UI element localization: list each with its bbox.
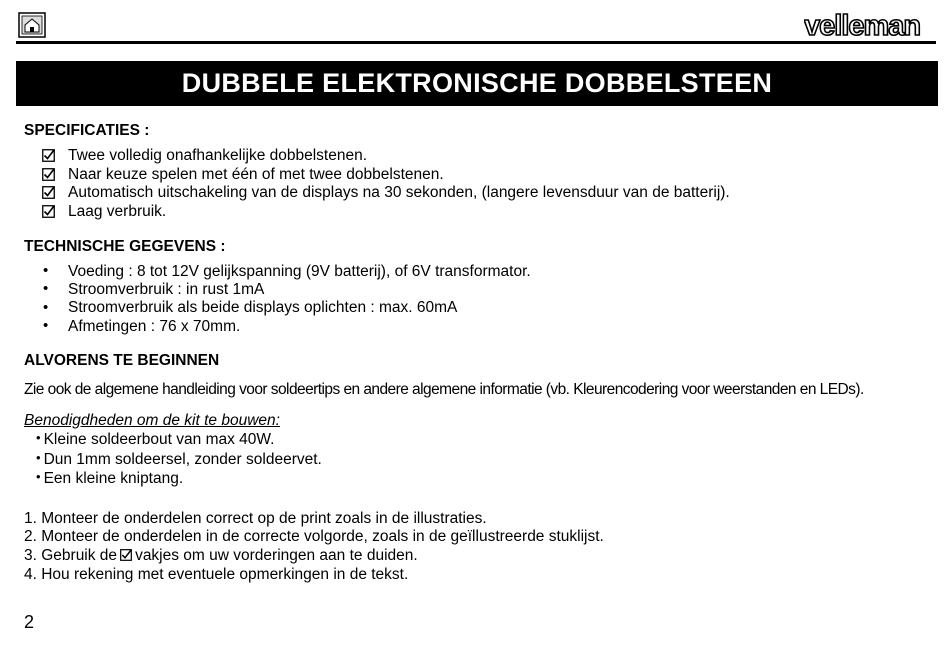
specifications-heading: SPECIFICATIES :	[24, 122, 150, 139]
tech-item: Voeding : 8 tot 12V gelijkspanning (9V batterij), of 6V transformator.	[68, 263, 531, 280]
step-item: 3. Gebruik de vakjes om uw vorderingen aan te duiden.	[24, 547, 418, 564]
intro-paragraph: Zie ook de algemene handleiding voor soldeertips en andere algemene informatie (vb. Kleurencodering voor weerstanden en LEDs).	[24, 381, 864, 398]
checkbox-icon	[42, 149, 55, 162]
before-heading: ALVORENS TE BEGINNEN	[24, 352, 220, 369]
bullet: •	[43, 299, 49, 316]
brand-logo	[804, 10, 936, 40]
checkbox-icon	[42, 186, 55, 199]
home-icon	[18, 12, 46, 38]
page-number: 2	[24, 612, 35, 632]
checkbox-icon	[120, 549, 132, 561]
svg-text:velleman: velleman	[804, 10, 921, 40]
title-bar	[16, 61, 938, 106]
bullet: •	[43, 317, 49, 334]
checkbox-icon	[42, 205, 55, 218]
requirement-item: • Een kleine kniptang.	[36, 469, 184, 487]
requirement-item: • Kleine soldeerbout van max 40W.	[36, 430, 275, 448]
page-title: DUBBELE ELEKTRONISCHE DOBBELSTEEN	[181, 68, 773, 98]
requirements-title: Benodigdheden om de kit te bouwen:	[24, 412, 280, 429]
step-item: 2. Monteer de onderdelen in de correcte volgorde, zoals in de geïllustreerde stuklijst.	[24, 528, 604, 545]
spec-item: Twee volledig onafhankelijke dobbelstenen.	[68, 147, 368, 164]
header-rule	[16, 41, 936, 44]
checkbox-icon	[42, 168, 55, 181]
step-item: 4. Hou rekening met eventuele opmerkingen in de tekst.	[24, 566, 409, 583]
bullet: •	[43, 280, 49, 297]
step-item: 1. Monteer de onderdelen correct op de print zoals in de illustraties.	[24, 510, 487, 527]
tech-item: Stroomverbruik : in rust 1mA	[68, 281, 265, 298]
tech-item: Afmetingen : 76 x 70mm.	[68, 318, 241, 335]
bullet: •	[43, 262, 49, 279]
requirement-item: • Dun 1mm soldeersel, zonder soldeervet.	[36, 450, 322, 468]
spec-item: Laag verbruik.	[68, 203, 167, 220]
tech-item: Stroomverbruik als beide displays oplichten : max. 60mA	[68, 299, 458, 316]
spec-item: Automatisch uitschakeling van de displays na 30 sekonden, (langere levensduur van de batterij).	[68, 184, 730, 201]
technical-heading: TECHNISCHE GEGEVENS :	[24, 238, 226, 255]
spec-item: Naar keuze spelen met één of met twee dobbelstenen.	[68, 166, 444, 183]
